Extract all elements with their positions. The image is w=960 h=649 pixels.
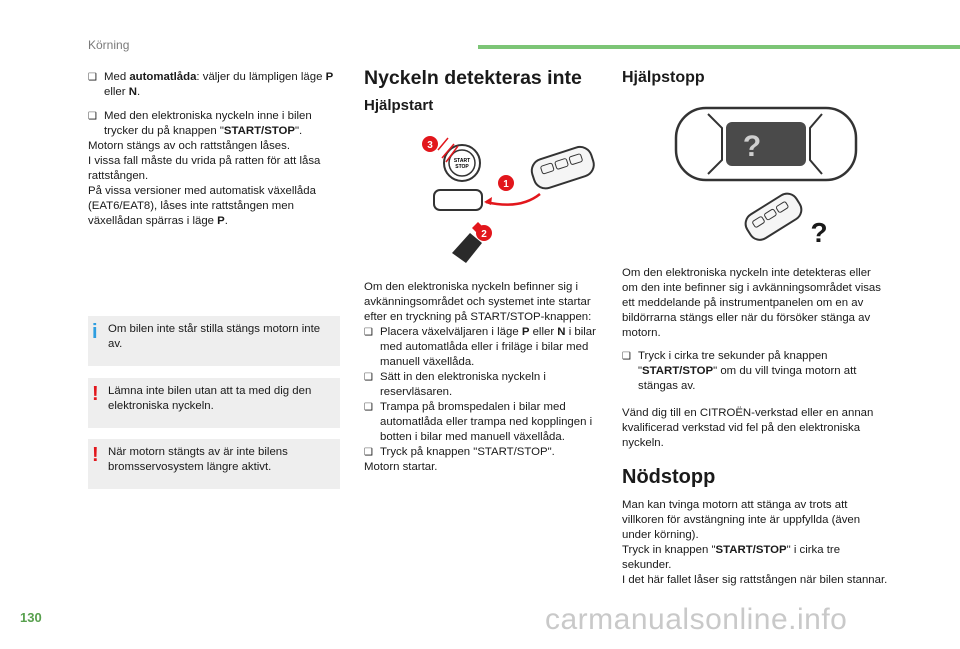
electronic-key-icon <box>529 144 597 192</box>
body-text: Vänd dig till en CITROËN-verkstad eller en annan kvalificerad verkstad vid fel på den elektroniska nyckeln. <box>622 407 874 449</box>
bullet-icon: ❑ <box>88 111 97 122</box>
body-text: Om den elektroniska nyckeln befinner sig i avkänningsområdet och systemet inte startar efter en tryckning på START/STOP-knappen: <box>364 281 592 323</box>
section-heading: Hjälpstopp <box>622 69 705 86</box>
help-stop-diagram <box>672 100 862 260</box>
body-text: I vissa fall måste du vrida på ratten för att låsa rattstången. <box>88 155 321 182</box>
list-item: ❑ Placera växelväljaren i läge P eller N i bilar med automatlåda eller i friläge i bilar med manuell växellåda. <box>364 326 596 368</box>
warning-icon: ! <box>92 383 99 405</box>
svg-text:2: 2 <box>481 229 487 240</box>
warning-note: ! När motorn stängts av är inte bilens bromsservosystem längre aktivt. <box>88 439 340 489</box>
warning-note: ! Lämna inte bilen utan att ta med dig den elektroniska nyckeln. <box>88 378 340 428</box>
list-item: ❑ Med den elektroniska nyckeln inne i bilen trycker du på knappen "START/STOP". <box>88 110 312 137</box>
info-icon: i <box>92 321 98 343</box>
bullet-icon: ❑ <box>364 372 373 383</box>
section-accent-bar <box>478 45 960 49</box>
section-heading: Nyckeln detekteras inte <box>364 67 582 89</box>
list-item: ❑ Med automatlåda: väljer du lämpligen läge P eller N. <box>88 71 334 98</box>
right-column <box>622 266 888 451</box>
right-column-lower <box>622 498 888 588</box>
section-title: Körning <box>88 38 130 52</box>
svg-text:STOP: STOP <box>455 164 469 170</box>
arrow-icon <box>486 194 540 205</box>
bullet-icon: ❑ <box>88 72 97 83</box>
subheading: Hjälpstart <box>364 97 434 114</box>
body-text: På vissa versioner med automatisk växellåda (EAT6/EAT8), låses inte rattstången men växellådan spärras i läge P. <box>88 185 316 227</box>
car-top-view-icon <box>676 108 856 180</box>
body-text: Tryck in knappen "START/STOP" i cirka tre sekunder. <box>622 544 841 571</box>
svg-text:3: 3 <box>427 140 433 151</box>
svg-text:1: 1 <box>503 179 509 190</box>
warning-icon: ! <box>92 444 99 466</box>
list-item: ❑ Sätt in den elektroniska nyckeln i reservläsaren. <box>364 371 546 398</box>
list-item: ❑ Trampa på bromspedalen i bilar med automatlåda eller trampa ned kopplingen i botten i bilar med manuell växellåda. <box>364 401 593 443</box>
backup-reader-icon <box>434 190 482 210</box>
watermark: carmanualsonline.info <box>545 603 848 636</box>
bullet-icon: ❑ <box>364 327 373 338</box>
body-text: Om den elektroniska nyckeln inte detekteras eller om den inte befinner sig i avkänningsområdet visas ett meddelande på instrumentpanelen om en av bildörrarna stängs eller när du försöker stänga av motorn. <box>622 267 881 339</box>
info-note: i Om bilen inte står stilla stängs motorn inte av. <box>88 316 340 366</box>
bullet-icon: ❑ <box>364 447 373 458</box>
list-item: ❑ Tryck på knappen "START/STOP". <box>364 446 555 458</box>
section-heading: Nödstopp <box>622 466 716 488</box>
help-start-diagram <box>420 128 610 276</box>
left-column <box>88 70 340 229</box>
question-mark: ? <box>742 130 762 163</box>
electronic-key-icon <box>741 189 805 243</box>
page-number: 130 <box>20 610 42 625</box>
list-item: ❑ Tryck i cirka tre sekunder på knappen "START/STOP" om du vill tvinga motorn att stängas av. <box>622 350 857 392</box>
middle-column <box>364 280 614 475</box>
bullet-icon: ❑ <box>364 402 373 413</box>
body-text: Man kan tvinga motorn att stänga av trots att villkoren för avstängning inte är uppfyllda (även under körning). <box>622 499 861 541</box>
question-mark: ? <box>810 217 828 248</box>
body-text: Motorn stängs av och rattstången låses. <box>88 140 290 152</box>
body-text: I det här fallet låser sig rattstången när bilen stannar. <box>622 574 888 586</box>
body-text: Motorn startar. <box>364 461 438 473</box>
bullet-icon: ❑ <box>622 351 631 362</box>
svg-text:START: START <box>453 158 471 164</box>
